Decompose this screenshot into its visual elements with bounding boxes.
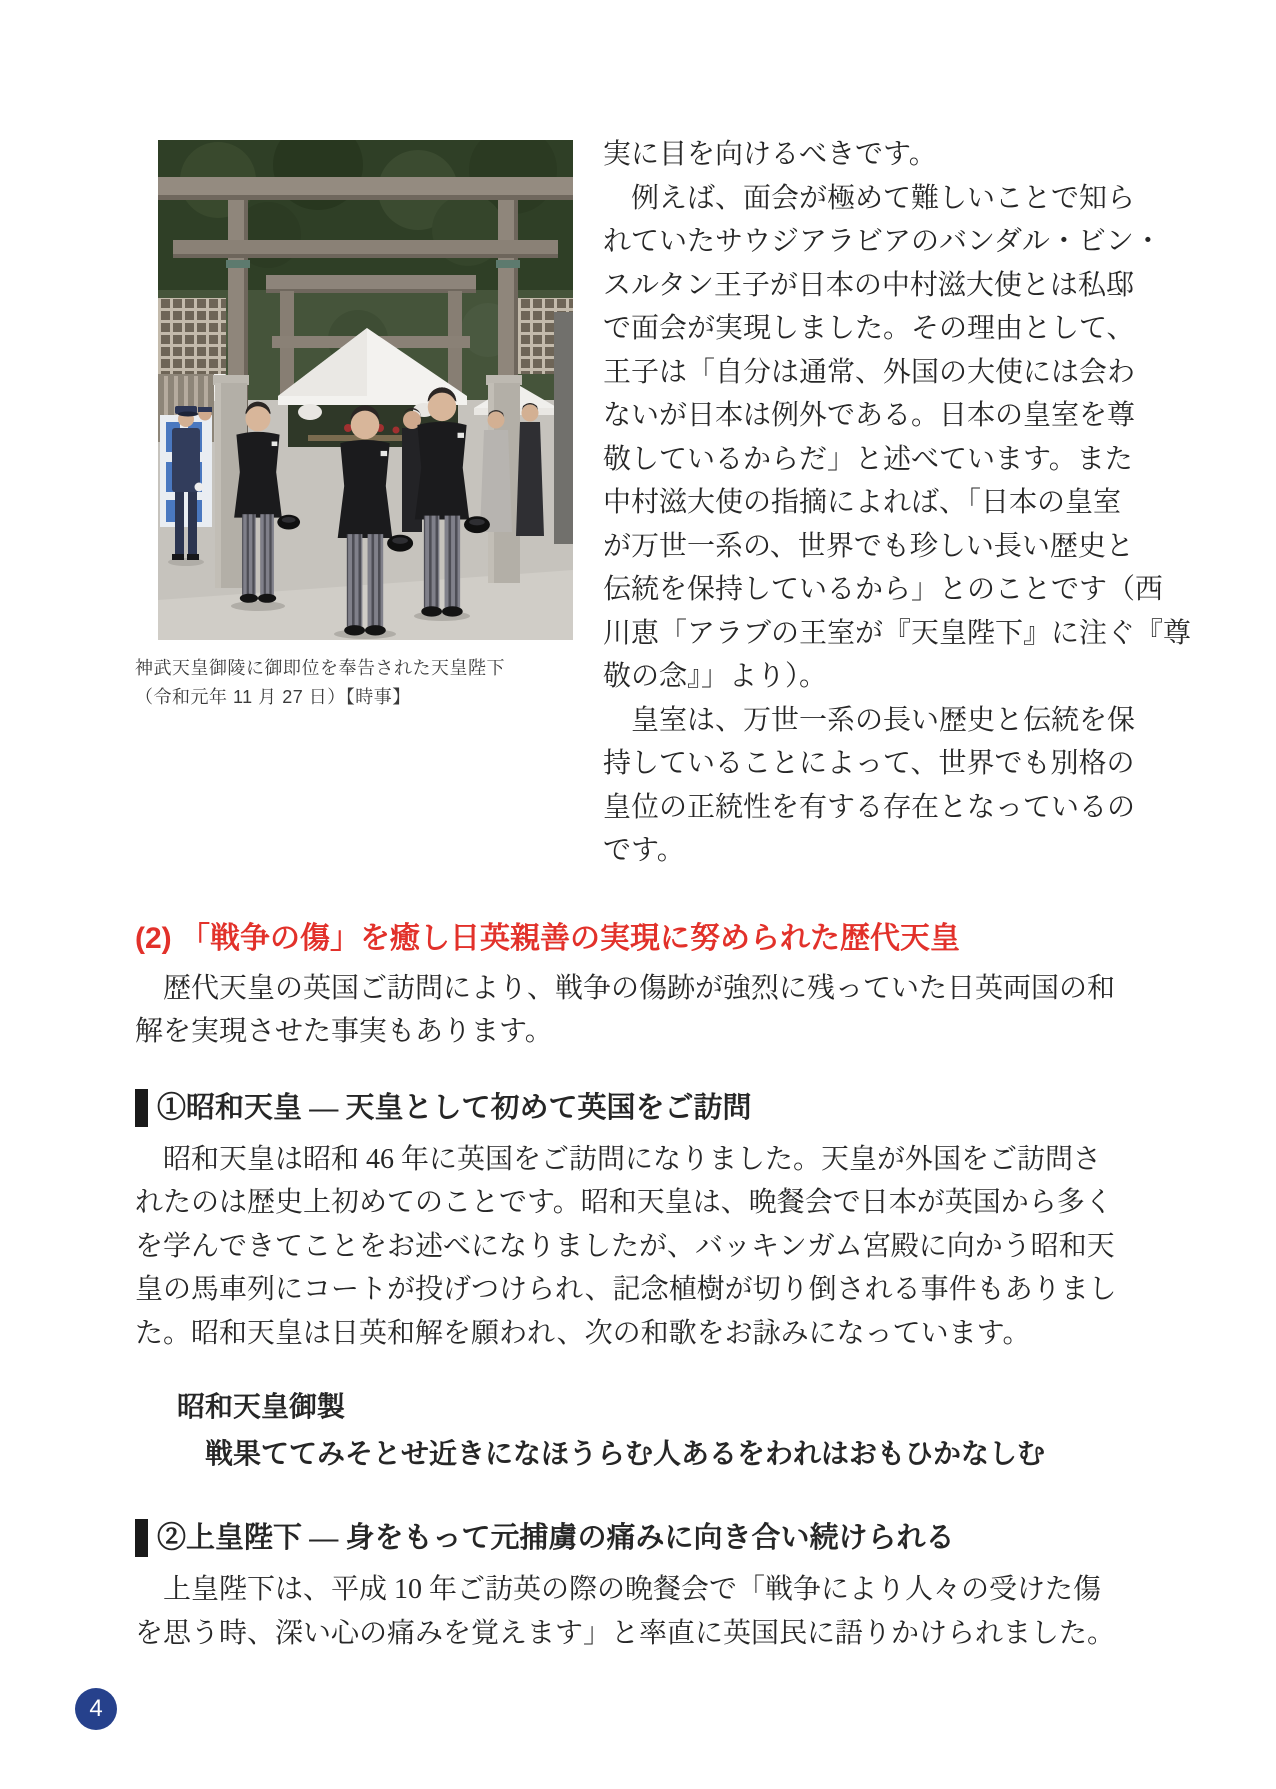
heading-bar-icon <box>135 1519 148 1557</box>
body-text-right-column <box>603 133 1192 873</box>
text-line: スルタン王子が日本の中村滋大使とは私邸 <box>603 269 1134 301</box>
emeritus-paragraph <box>135 1568 1140 1655</box>
text-line: 川恵「アラブの王室が『天皇陛下』に注ぐ『尊 <box>603 617 1192 649</box>
text-line: 持していることによって、世界でも別格の <box>603 748 1135 779</box>
photo-caption-line2: （令和元年 11 月 27 日）【時事】 <box>135 687 411 707</box>
text-line: を学んできてことをお述べになりましたが、バッキンガム宮殿に向かう昭和天 <box>135 1230 1115 1262</box>
text-line: れたのは歴史上初めてのことです。昭和天皇は、晩餐会で日本が英国から多く <box>135 1187 1113 1218</box>
poem-block <box>135 1393 1140 1470</box>
photo-caption <box>135 654 573 712</box>
heading-bar-icon <box>135 1089 148 1127</box>
text-line: 解を実現させた事実もあります。 <box>135 1016 553 1047</box>
text-line: 皇室は、万世一系の長い歴史と伝統を保 <box>603 704 1136 736</box>
text-line: ないが日本は例外である。日本の皇室を尊 <box>603 400 1136 431</box>
text-line: 敬の念』」より）。 <box>603 661 828 692</box>
showa-paragraph <box>135 1138 1140 1356</box>
subheading-emperor-emeritus <box>135 1516 1140 1560</box>
text-line: です。 <box>603 835 685 866</box>
subheading-showa-emperor-label: ①昭和天皇 ― 天皇として初めて英国をご訪問 <box>157 1091 752 1124</box>
top-section <box>135 139 1192 873</box>
text-line: 王子は「自分は通常、外国の大使には会わ <box>603 356 1136 388</box>
poem-body: 戦果ててみそとせ近きになほうらむ人あるをわれはおもひかなしむ <box>205 1439 1046 1470</box>
text-line: が万世一系の、世界でも珍しい長い歴史と <box>603 530 1134 562</box>
photo-caption-line1: 神武天皇御陵に御即位を奉告された天皇陛下 <box>135 658 505 678</box>
photo-column <box>135 140 573 873</box>
text-line: 昭和天皇は昭和 46 年に英国をご訪問になりました。天皇が外国をご訪問さ <box>135 1143 1102 1175</box>
text-line: を思う時、深い心の痛みを覚えます」と率直に英国民に語りかけられました。 <box>135 1617 1116 1649</box>
text-line: 敬しているからだ」と述べています。また <box>603 443 1133 475</box>
subheading-showa-emperor <box>135 1086 1140 1130</box>
text-line: 伝統を保持しているから」とのことです（西 <box>603 574 1164 605</box>
text-line: 例えば、面会が極めて難しいことで知ら <box>603 182 1136 214</box>
section-intro-paragraph <box>135 967 1140 1054</box>
text-line: 上皇陛下は、平成 10 年ご訪英の際の晩餐会で「戦争により人々の受けた傷 <box>135 1574 1102 1605</box>
text-line: た。昭和天皇は日英和解を願われ、次の和歌をお詠みになっています。 <box>135 1317 1031 1349</box>
text-line: で面会が実現しました。その理由として、 <box>603 313 1135 344</box>
ceremony-photo <box>158 140 573 640</box>
text-line: 皇位の正統性を有する存在となっているの <box>603 791 1136 823</box>
subheading-emperor-emeritus-label: ②上皇陛下 ― 身をもって元捕虜の痛みに向き合い続けられる <box>157 1522 955 1554</box>
text-line: 皇の馬車列にコートが投げつけられ、記念植樹が切り倒される事件もありまし <box>135 1274 1117 1305</box>
poem-title: 昭和天皇御製 <box>177 1392 346 1423</box>
text-line: れていたサウジアラビアのバンダル・ビン・ <box>603 226 1162 257</box>
page-number-badge <box>75 1688 117 1730</box>
text-line: 中村滋大使の指摘によれば、「日本の皇室 <box>603 487 1122 518</box>
text-line: 歴代天皇の英国ご訪問により、戦争の傷跡が強烈に残っていた日英両国の和 <box>135 972 1116 1004</box>
text-line: 実に目を向けるべきです。 <box>603 139 937 170</box>
section-heading-red: (2) 「戦争の傷」を癒し日英親善の実現に努められた歴代天皇 <box>135 921 960 955</box>
page-number: 4 <box>89 1695 103 1722</box>
